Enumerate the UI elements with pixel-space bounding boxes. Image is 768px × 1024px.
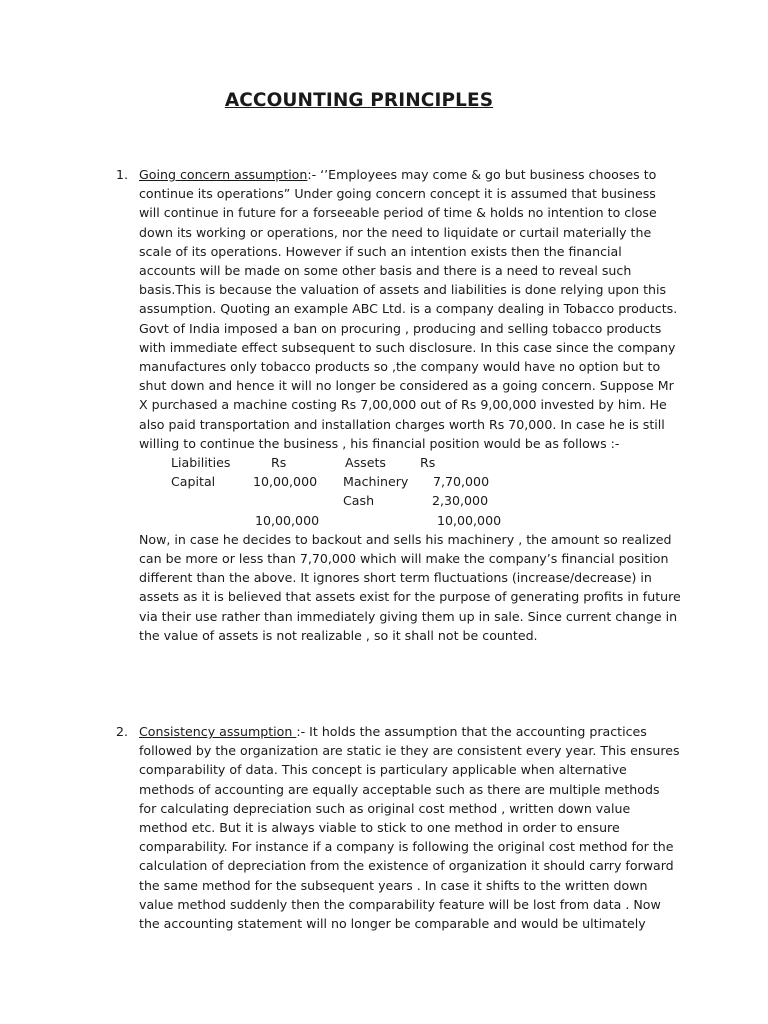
capital-label: Capital [171,474,216,490]
paragraph-line: scale of its operations. However if such an intention exists then the financial [139,243,622,259]
paragraph-line: Now, in case he decides to backout and sells his machinery , the amount so realized [139,531,672,547]
item-heading: Going concern assumption [139,167,308,182]
paragraph-line: can be more or less than 7,70,000 which will make the company’s financial position [139,551,669,566]
paragraph-line: via their use rather than immediately giving them up in sale. Since current change in [139,608,678,624]
list-item-consistency [116,722,680,933]
paragraph-line: continue its operations” Under going concern concept it is assumed that business [139,186,656,202]
paragraph-line: the accounting statement will no longer be comparable and would be ultimately [139,916,646,932]
list-item-going-concern [116,165,681,645]
table-row [139,491,676,510]
cash-value: 2,30,000 [432,493,489,509]
paragraph-line: with immediate effect subsequent to such disclosure. In this case since the company [139,339,676,355]
header-liabilities: Liabilities [171,455,231,471]
paragraph-line: shut down and hence it will no longer be considered as a going concern. Suppose Mr [139,378,674,394]
item-body [139,165,681,645]
paragraph-line: assumption. Quoting an example ABC Ltd. is a company dealing in Tobacco products. [139,301,678,317]
capital-value: 10,00,000 [253,474,318,490]
header-assets: Assets [345,455,386,471]
paragraph-line: also paid transportation and installation charges worth Rs 70,000. In case he is still [139,416,665,432]
table-total-row [139,511,676,530]
total-assets: 10,00,000 [437,512,502,528]
header-rs-right: Rs [420,455,436,471]
paragraph-line: assets as it is believed that assets exist for the purpose of generating profits in future [139,589,681,605]
machinery-label: Machinery [343,474,409,490]
paragraph-line: X purchased a machine costing Rs 7,00,000 out of Rs 9,00,000 invested by him. He [139,397,667,413]
heading-continuation: :- It holds the assumption that the accounting practices [296,724,647,739]
header-rs-left: Rs [271,455,287,471]
total-liabilities: 10,00,000 [255,512,320,528]
paragraph-line: the value of assets is not realizable , so it shall not be counted. [139,627,538,643]
paragraph-line: manufactures only tobacco products so ,the company would have no option but to [139,359,661,375]
first-line [139,165,676,184]
table-row [139,472,676,491]
paragraph-line: Govt of India imposed a ban on procuring , producing and selling tobacco products [139,320,662,336]
heading-continuation: :- ‘’Employees may come & go but business chooses to [307,167,657,182]
item-body [139,722,680,933]
financial-position-table [139,453,676,530]
paragraph-line: calculation of depreciation from the existence of organization it should carry forward [139,858,674,874]
first-line [139,722,676,741]
paragraph-line: comparability of data. This concept is particulary applicable when alternative [139,762,627,778]
list-number: 1. [116,167,129,182]
paragraph-line: methods of accounting are equally acceptable such as there are multiple methods [139,781,660,797]
paragraph-line: will continue in future for a forseeable period of time & holds no intention to close [139,205,657,221]
paragraph-line: basis.This is because the valuation of assets and liabilities is done relying upon this [139,282,667,298]
paragraph-line: value method suddenly then the comparability feature will be lost from data . Now [139,896,661,912]
page-title: ACCOUNTING PRINCIPLES [224,90,494,111]
machinery-value: 7,70,000 [433,474,490,490]
paragraph-line: followed by the organization are static ie they are consistent every year. This ensures [139,743,680,759]
paragraph-line: the same method for the subsequent years . In case it shifts to the written down [139,877,648,893]
paragraph-line: accounts will be made on some other basis and there is a need to reveal such [139,263,632,279]
paragraph-line: method etc. But it is always viable to stick to one method in order to ensure [139,820,620,836]
paragraph-line: different than the above. It ignores short term fluctuations (increase/decrease) in [139,570,652,586]
table-header-row [139,453,676,472]
list-number: 2. [116,724,129,739]
paragraph-line: for calculating depreciation such as original cost method , written down value [139,800,631,816]
cash-label: Cash [343,493,375,509]
item-heading: Consistency assumption [139,724,297,739]
paragraph-line: comparability. For instance if a company is following the original cost method for the [139,839,674,855]
paragraph-line: willing to continue the business , his financial position would be as follows :- [139,435,620,451]
paragraph-line: down its working or operations, nor the need to liquidate or curtail materially the [139,224,652,240]
